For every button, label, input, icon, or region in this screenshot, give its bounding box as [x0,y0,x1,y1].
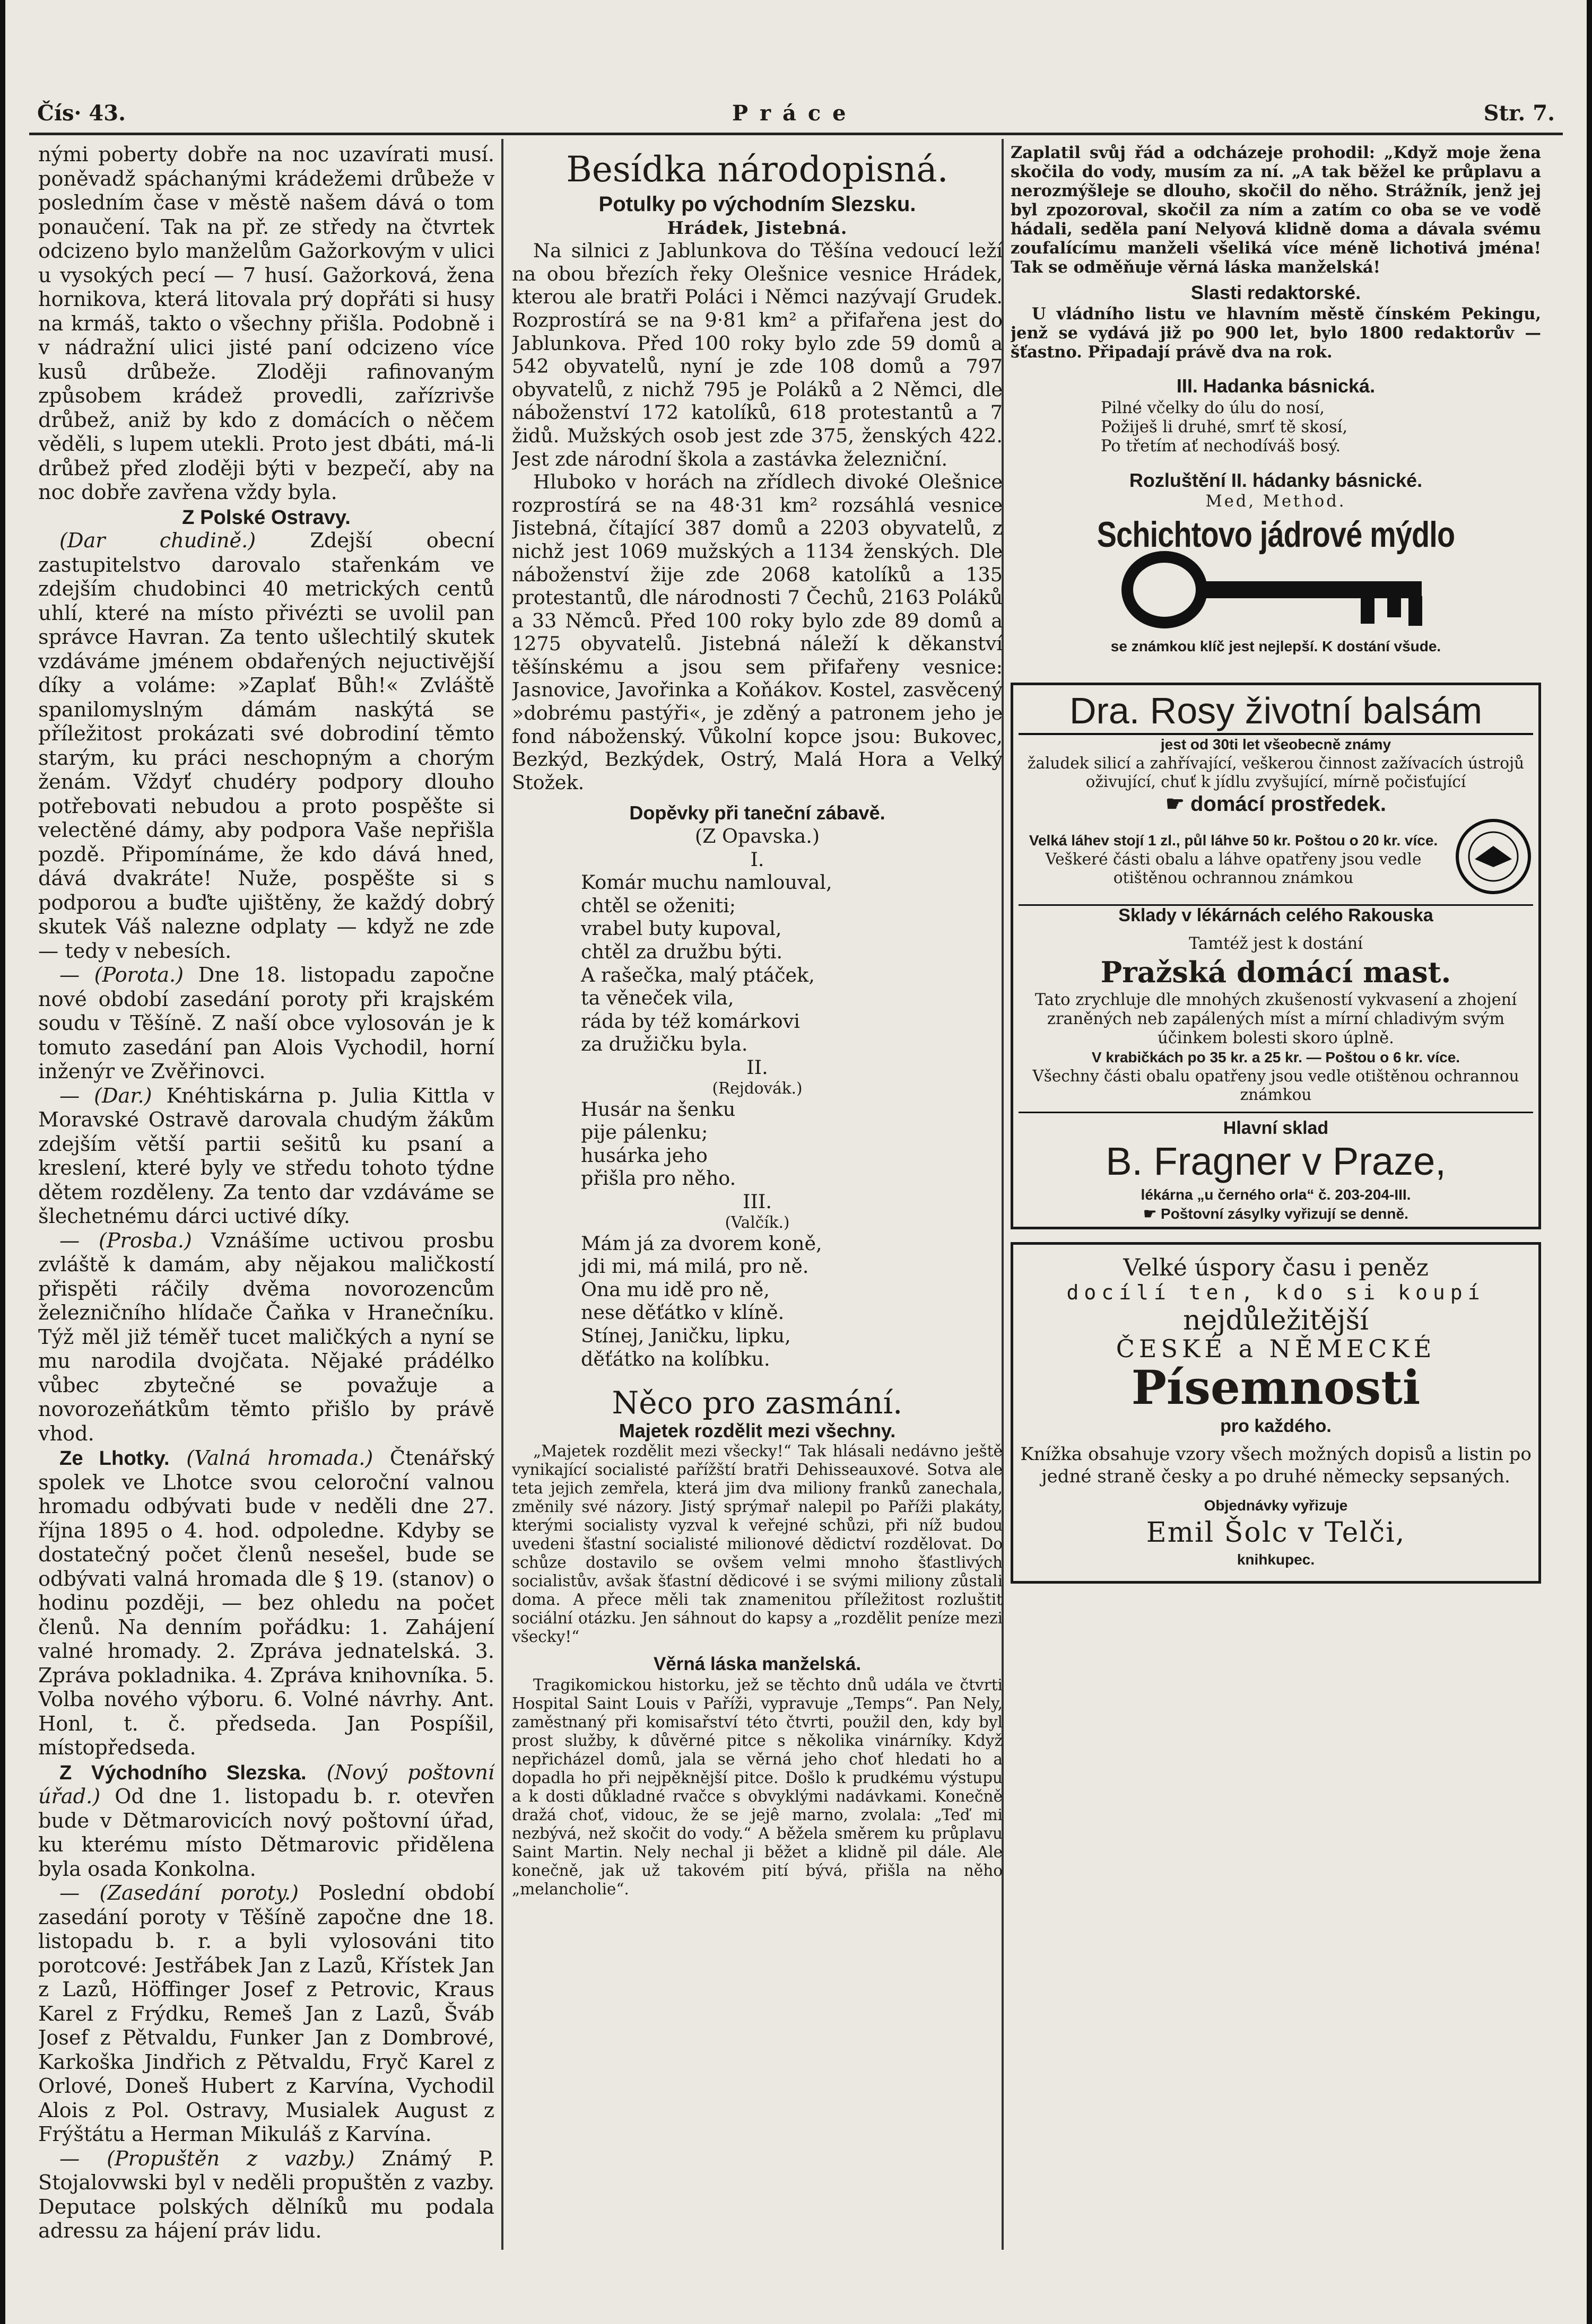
ad-line: Velké úspory času i peněz [1123,1254,1429,1281]
paragraph: „Majetek rozdělit mezi všecky!“ Tak hlásali nedávno ještě vynikající socialisté pařížští bratři Dehisseauxové. Sotva ale teta jejich zemřela, která jim dva miliony franků zanechala, změnily své názory. Jistý sprýmař nalepil po Paříži plakáty, kterými socialisty vyzval k veřejné schůzi, při níž budou uvedeni šťastní socialisté milionové dědictví rozdělovat. Do schůze dostavilo se ovšem velmi mnoho šťastlivých socialistův, avšak šťastní dědicové i se svými miliony zůstali doma. A přece měli tak znamenitou příležitost rozluštit sociální otázku. Jen sáhnout do kapsy a „rozdělit peníze mezi všecky!“ [512,1442,1003,1646]
verse: děťátko na kolíbku. [581,1347,770,1370]
ad-title: Dra. Rosy životní balsám [1019,688,1533,735]
article-text: Dne 18. listopadu započne nové období zasedání poroty při krajském soudu v Těšíně. Z naší obce vylosován je k tomuto zasedání pan Alois Vychodil, horní inženýr ve Zvěřinovci. [38,964,494,1084]
key-logo-icon [1011,547,1541,637]
place-heading: Hrádek, Jistebná. [667,217,848,238]
article-title: — (Zasedání poroty.) [59,1882,299,1905]
paragraph: Zaplatil svůj řád a odcházeje prohodil: „Když moje žena skočila do vody, musím za ní. „A tak běžel ke průplavu a nerozmýšleje se dlouho, skočil do něho. Strážník, jenž jej byl zpozoroval, skočil za ním a zatím co oba se ve vodě hádali, seděla paní Nelyová klidně doma a dávala svému zoufalícímu manželi všeliká více méně lichotivá jména! Tak se odměňuje věrná láska manželská! [1011,143,1541,277]
verse: Ona mu idě pro ně, [581,1278,770,1301]
verse: Po třetím ať nechodíváš bosý. [1101,437,1341,456]
article-text: nými poberty dobře na noc uzavírati musí. poněvadž spáchanými krádežemi drůbeže v posledním čase v městě našem dává o tom ponaučení. Tak na př. ze středy na čtvrtek odcizeno bylo manželům Gažorkovým v ulici u vysokých pecí — 7 husí. Gažorková, žena hornikova, která litovala prý dopřáti si husy na krmáš, takto o všechny přišla. Podobně i v nádražní ulici jisté paní odcizeno více kusů drůbeže. Zloději rafinovaným způsobem krádež provedli, zařízrivše drůbež, aniž by kdo z domácích o něčem věděli, s lupem utekli. Proto jest dbáti, má-li drůbež před zloději býti v bezpečí, aby na noc dobře zavřena vždy byla. [38,143,494,504]
verse: A rašečka, malý ptáček, [581,963,815,986]
issue-number: Čís· 43. [37,101,126,126]
verse: jdi mi, má milá, pro ně. [581,1255,809,1278]
verse: chtěl se oženiti; [581,894,736,917]
ad-line: Velká láhev stojí 1 zl., půl láhve 50 kr. Poštou o 20 kr. více. [1029,832,1438,849]
verse: přišla pro něho. [581,1167,736,1190]
page-header [37,95,1555,138]
ad-line: Veškeré části obalu a láhve opatřeny jsou vedle otištěnou ochrannou známkou [1045,850,1422,887]
ad-line: Hlavní sklad [1019,1112,1533,1138]
column-misc-ads [1011,143,1541,1591]
verse: ráda by též komárkovi [581,1009,800,1033]
ad-schicht-title: Schichtovo jádrové mýdlo [1097,514,1455,555]
ad-line: knihkupec. [1237,1551,1315,1568]
ad-price-row [1019,817,1533,901]
pointing-hand-icon: ☛ [1165,792,1190,816]
feuilleton-title: Besídka národopisná. [566,149,949,190]
article-title: (Valná hromada.) [186,1447,373,1470]
ad-vendor: Emil Šolc v Telči, [1146,1517,1406,1549]
column-local-news [38,143,494,2244]
verse: Husár na šenku [581,1097,736,1121]
ad-pisemnosti [1011,1242,1541,1584]
verse: za družičku byla. [581,1033,748,1056]
ad-line: ČESKÉ a NĚMECKÉ [1116,1334,1436,1363]
article-title: — (Porota.) [59,964,184,987]
verse: chtěl za družbu býti. [581,940,783,963]
verse: Požiješ li druhé, smrť tě skosí, [1101,418,1348,436]
header-rule [29,133,1563,135]
article-title: (Dar chudině.) [59,529,256,553]
ad-line: pro každého. [1220,1416,1332,1436]
verse: husárka jeho [581,1143,708,1167]
article-text: Zdejší obecní zastupitelstvo darovalo stařenkám ve zdejším chudobinci 40 metrických centů uhlí, které na místo přivézti se uvolil pan správce Havran. Za tento ušlechtilý skutek vzdáváme jménem obdařených nejuctivější díky a voláme: »Zaplať Bůh!« Zvláště spanilomyslným dámám naskýtá se příležitost prokázati své dobrodiní těmto starým, ku práci neschopným a chorým ženám. Vždyť chudéry podpory dlouho potřebovati nebudou a proto pospěšte si velectěné dámy, aby podpora Vaše nepřišla pozdě. Připomínáme, že kdo dává hned, dává dvakráte! Nuže, pospěšte si s podporou a buďte ujištěny, že každý dobrý skutek Váš nalezne odplaty — když ne zde — tedy v nebesích. [38,529,494,963]
verse: Komár muchu namlouval, [581,871,832,894]
article-text: Čtenářský spolek ve Lhotce svou celoroční valnou hromadu odbývati bude v neděli dne 27. října 1895 o 4. hod. odpoledne. Kdyby se dostatečný počet členů nesešel, bude se odbývati valná hromada dle § 19. (stanov) o hodinu později, — bez ohledu na počet členů. Na denním pořádku: 1. Zahájení valné hromady. 2. Zpráva jednatelská. 3. Zpráva pokladnika. 4. Zpráva knihovníka. 5. Volba nového výboru. 6. Volné návrhy. Ant. Honl, t. č. předseda. Jan Pospíšil, místopředseda. [38,1447,494,1760]
scan-edge-right [1587,0,1592,2324]
section-heading: Ze Lhotky. [59,1447,170,1470]
stanza-1 [512,871,1003,1056]
poem-source: (Z Opavska.) [694,825,820,848]
riddle-heading: III. Hadanka básnická. [1176,375,1376,397]
stanza-number: I. [750,848,764,871]
section-heading: Slasti redaktorské. [1190,282,1361,303]
ad-line: Všechny části obalu opatřeny jsou vedle otištěnou ochrannou známkou [1032,1067,1519,1104]
newspaper-title: P r á c e [732,101,848,126]
verse: Mám já za dvorem koně, [581,1231,822,1255]
ad-schicht-text: se známkou klíč jest nejlepší. K dostání všude. [1110,638,1441,654]
ad-line: jest od 30ti let všeobecně známy [1160,736,1391,753]
ad-line: ☛ Poštovní zásylky vyřizují se denně. [1143,1205,1408,1222]
stanza-number: II. [746,1055,768,1079]
solution: Med, Method. [1205,492,1346,511]
ad-line: docílí ten, kdo si koupí [1066,1281,1485,1304]
ad-price-text [1019,831,1448,887]
section-heading: Z Polské Ostravy. [182,505,351,529]
article-title: (Nový poštovní úřad.) [38,1761,494,1808]
ad-line: nejdůležitější [1183,1305,1369,1336]
verse: vrabel buty kupoval, [581,917,782,940]
article-text: Poslední období zasedání poroty v Těšíně započne dne 18. listopadu b. r. a byli vylosováni tito porotcové: Jestřábek Jan z Lazů, Křístek Jan z Lazů, Höffinger Josef z Petrovic, Kraus Karel z Frýdku, Remeš Jan z Lazů, Šváb Josef z Pětvaldu, Funker Jan z Dombrové, Karkoška Jindřich z Pětvaldu, Fryč Karel z Orlové, Doneš Hubert z Karvína, Vychodil Alois z Pol. Ostravy, Musialek August z Frýštátu a Herman Mikuláš z Karvína. [38,1882,494,2146]
article-title: — (Dar.) [59,1084,152,1108]
ad-line: lékárna „u černého orla“ č. 203-204-III. [1141,1186,1411,1203]
verse: nese děťátko v klíně. [581,1301,785,1324]
paragraph: Hluboko v horách na zřídlech divoké Olešnice rozprostírá se na 48·31 km² rozsáhlá vesnice Jistebná, čítající 387 domů a 2203 obyvatelů, z nichž jest 1069 mužských a 1134 ženských. Dle náboženství žije zde 2068 katolíků a 135 protestantů, dle národnosti 7 Čechů, 2163 Poláků a 33 Němců. Před 100 roky bylo zde 89 domů a 1275 obyvatelů. Jistebná náleží k děkanství těšínskému a jsou sem přifařeny vesnice: Jasnovice, Javořinka a Koňákov. Kostel, zasvěcený »dobrému pastýři«, je zděný a patronem jeho je fond náboženský. Vůkolní kopce jsou: Bukovec, Bezkýd, Bezkýdek, Ostrý, Malá Hora a Velký Stožek. [512,470,1003,794]
humor-heading: Něco pro zasmání. [612,1385,903,1421]
pointing-hand-icon: ☛ [1143,1205,1161,1222]
ad-line: Objednávky vyřizuje [1204,1497,1348,1514]
ad-subtitle: Pražská domácí mast. [1100,955,1451,989]
ad-line: Sklady v lékárnách celého Rakouska [1019,904,1533,925]
article-text: Knéhtiskárna p. Julia Kittla v Moravské Ostravě darovala chudým žákům zdejším větší partii sešitů ku psaní a kreslení, které byly ve středu tohoto týdne dětem rozděleny. Za tento dar vzdáváme se šlechetnému dárci uctivé díky. [38,1084,494,1228]
article-text: Vznášíme uctivou prosbu zvláště k damám, aby nějakou maličkostí přispěti ráčily dvěma novorozencům železničního hlídače Čaňka v Hranečníku. Týž měl již téměř tucet maličkých a nyní se mu narodila dvojčata. Nějaké prádélko vůbec zbytečné se považuje a novorozeňátkům těmto přišlo by právě vhod. [38,1229,494,1446]
scan-edge-left [0,0,5,2324]
feuilleton-subtitle: Potulky po východním Slezsku. [598,193,916,216]
poem-title: Dopěvky při taneční zábavě. [629,802,885,824]
paragraph: Tragikomickou historku, jež se těchto dnů udála ve čtvrti Hospital Saint Louis v Paříži, vypravuje „Temps“. Pan Nely, zaměstnaný při komisařství této čtvrti, použil den, kdy byl prost služby, k důvěrné pitce s několika vinárníky. Když nepřicházel domů, jala se věrná jeho choť hledati ho a dopadla ho při nejpěknější pitce. Došlo k prudkému výstupu a k dosti důkladné rvačce s obvyklými nadávkami. Konečně dražá choť, vidouc, že se jejê marno, zvolala: „Teď mi nezbývá, než skočit do vody.“ A běžela směrem ku průplavu Saint Martin. Nely nechal ji běžet a klidně pil dále. Ale konečně, jak už takovém pití bývá, přišla na něho „melancholie“. [512,1675,1003,1898]
ad-rosy-balsam [1011,683,1541,1229]
page-number: Str. 7. [1483,101,1555,126]
verse: pije pálenku; [581,1121,708,1144]
ad-line: žaludek silicí a zahřívající, veškerou činnost zažívacích ústrojů oživující, chuť k jídlu zvyšující, mírně počisťující [1027,754,1525,791]
dance-name: (Rejdovák.) [712,1079,803,1097]
stanza-2 [512,1098,1003,1190]
stanza-3 [512,1232,1003,1371]
section-heading: Z Východního Slezska. [59,1761,307,1784]
humor-title: Věrná láska manželská. [653,1654,862,1675]
ad-vendor: B. Fragner v Praze, [1106,1139,1446,1183]
ad-title: Písemnosti [1131,1360,1421,1415]
ad-line: Knížka obsahuje vzory všech možných dopisů a listin po jedné straně česky a po druhé německy sepsaných. [1020,1444,1532,1487]
verse: Pilné včelky do úlu do nosí, [1101,399,1325,417]
dance-name: (Valčík.) [725,1213,790,1231]
ad-line: V krabičkách po 35 kr. a 25 kr. — Poštou o 6 kr. více. [1091,1049,1460,1065]
paragraph: Na silnici z Jablunkova do Těšína vedoucí leží na obou březích řeky Olešnice vesnice Hrádek, kterou ale bratři Poláci i Němci nazývají Grudek. Rozprostírá se na 9·81 km² a přifařena jest do Jablunkova. Před 100 roky bylo zde 59 domů a 542 obyvatelů, nyní je zde 108 domů a 797 obyvatelů, z nichž 795 je Poláků a 2 Němci, dle náboženství 172 katolíků, 618 protestantů a 7 židů. Mužských osob jest zde 375, ženských 422. Jest zde národní škola a zastávka železniční. [512,239,1003,470]
column-rule-1 [501,139,503,2250]
ad-line: Tamtéž jest k dostání [1189,934,1363,953]
ad-line: ☛ domácí prostředek. [1165,792,1386,816]
verse: Stínej, Janičku, lipku, [581,1324,791,1347]
stanza-number: III. [743,1190,772,1213]
ad-line: Tato zrychluje dle mnohých zkušeností vykvasení a zhojení zraněných neb zapálených míst a mírní chladivým svým účinkem bolesti skoro úplně. [1034,991,1517,1047]
column-feuilleton [512,143,1003,1899]
verse: ta věneček vila, [581,986,734,1010]
riddle [1011,399,1541,456]
article-title: — (Prosba.) [59,1229,192,1253]
article-title: — (Propuštěn z vazby.) [59,2147,355,2171]
humor-title: Majetek rozdělit mezi všechny. [619,1419,896,1441]
solution-heading: Rozluštění II. hádanky básnické. [1129,469,1423,491]
trademark-seal-icon [1454,817,1533,901]
paragraph: U vládního listu ve hlavním městě čínském Pekingu, jenž se vydává již po 900 let, bylo 1800 redaktorův — šťastno. Připadají právě dva na rok. [1011,304,1541,362]
article-text: Známý P. Stojalovwski byl v neděli propuštěn z vazby. Deputace polských dělníků mu podala adressu za hájení práv lidu. [38,2147,494,2243]
article-text: Od dne 1. listopadu b. r. otevřen bude v Dětmarovicích nový poštovní úřad, ku kterému místo Dětmarovic přidělena byla osada Konkolna. [38,1785,494,1881]
